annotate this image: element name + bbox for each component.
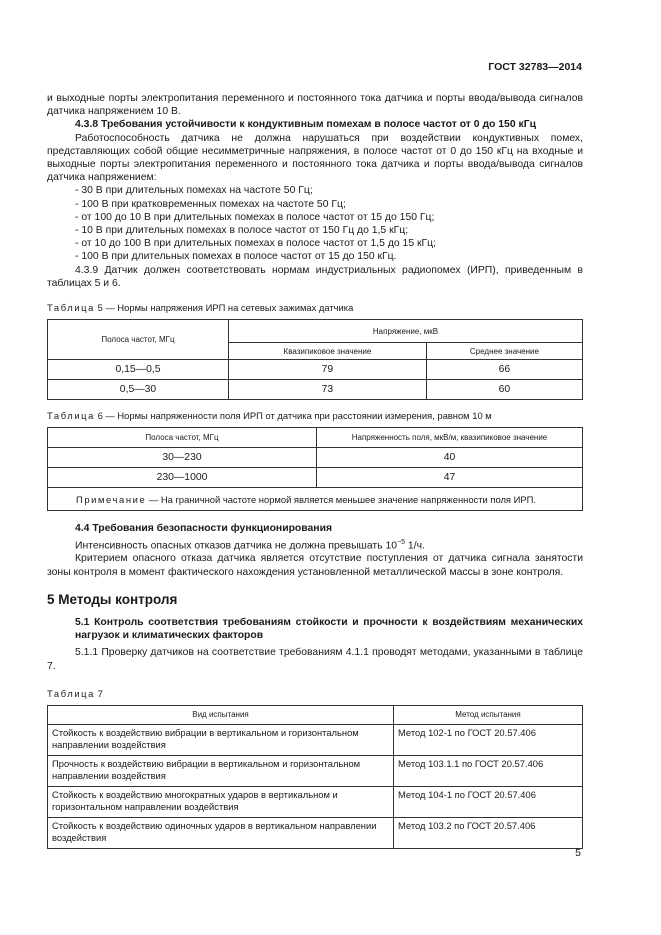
table-note-row <box>48 488 583 511</box>
table5-caption <box>47 301 583 314</box>
table-row <box>48 724 583 755</box>
table-cell: 30—230 <box>48 448 317 468</box>
table-header: Полоса частот, МГц <box>48 428 317 448</box>
table-row <box>48 755 583 786</box>
paragraph-4-3-8: Работоспособность датчика не должна нарушаться при воздействии кондуктивных помех, представляющих собой общие несимметричные напряжения, в полосе частот от 0 до 150 кГц на входные и выходные порты электропитания переменного и постоянного тока датчика и порты ввода/вывода сигналов датчика напряжением: <box>47 132 583 184</box>
table-row <box>48 448 583 468</box>
table-row <box>48 380 583 400</box>
list-item: - 100 В при кратковременных помехах на частоте 50 Гц; <box>75 198 346 210</box>
table-cell: 47 <box>317 468 583 488</box>
paragraph-4-4-b: Критерием опасного отказа датчика является отсутствие поступления от датчика сигнала занятости зоны контроля в момент фактического нахождения установленной металлической массы в зоне контроля. <box>47 553 583 578</box>
caption-word: Таблица <box>47 687 95 699</box>
text: Интенсивность опасных отказов датчика не должна превышать 10 <box>75 540 398 552</box>
voltage-list <box>47 184 583 263</box>
page-number: 5 <box>575 847 581 859</box>
table-row <box>48 786 583 817</box>
list-item: - от 100 до 10 В при длительных помехах в полосе частот от 15 до 150 Гц; <box>75 211 435 223</box>
table-cell: 66 <box>426 360 582 380</box>
table-cell: 0,15—0,5 <box>48 360 229 380</box>
document-header: ГОСТ 32783—2014 <box>488 61 582 73</box>
table-row <box>48 360 583 380</box>
section-heading-4-3-8: 4.3.8 Требования устойчивости к кондуктивным помехам в полосе частот от 0 до 150 кГц <box>75 119 536 131</box>
table-7 <box>47 705 583 849</box>
table-cell: Метод 103.1.1 по ГОСТ 20.57.406 <box>394 755 583 786</box>
table-row <box>48 468 583 488</box>
table-cell: 0,5—30 <box>48 380 229 400</box>
text: 1/ч. <box>405 540 425 552</box>
note-text: — На граничной частоте нормой является меньшее значение напряженности поля ИРП. <box>146 493 536 505</box>
list-item: - 100 В при длительных помехах в полосе частот от 15 до 150 кГц. <box>75 251 397 263</box>
table-5 <box>47 319 583 400</box>
section-title-5: 5 Методы контроля <box>47 591 178 607</box>
table-header: Напряженность поля, мкВ/м, квазипиковое значение <box>317 428 583 448</box>
table-note <box>48 488 583 511</box>
table-6 <box>47 427 583 511</box>
table-cell: 40 <box>317 448 583 468</box>
list-item: - 30 В при длительных помехах на частоте 50 Гц; <box>75 185 313 197</box>
list-item: - от 10 до 100 В при длительных помехах в полосе частот от 1,5 до 15 кГц; <box>75 238 437 250</box>
table-cell: Стойкость к воздействию многократных ударов в вертикальном и горизонтальном направлении воздействия <box>48 786 394 817</box>
caption-text: 6 — Нормы напряженности поля ИРП от датчика при расстоянии измерения, равном 10 м <box>94 410 492 422</box>
page-content <box>47 92 583 849</box>
caption-word: Таблица <box>47 410 95 422</box>
caption-text: 7 <box>94 687 103 699</box>
table-cell: Стойкость к воздействию одиночных ударов в вертикальном направлении воздействия <box>48 817 394 848</box>
paragraph-4-3-9: 4.3.9 Датчик должен соответствовать нормам индустриальных радиопомех (ИРП), приведенным в таблицах 5 и 6. <box>47 264 583 289</box>
exponent: −5 <box>397 538 406 546</box>
table-cell: 79 <box>229 360 427 380</box>
section-heading-4-4: 4.4 Требования безопасности функционирования <box>75 523 333 535</box>
table-cell: Метод 102-1 по ГОСТ 20.57.406 <box>394 724 583 755</box>
paragraph-4-4-a <box>47 536 583 553</box>
table-header: Напряжение, мкВ <box>229 320 583 343</box>
table-header: Вид испытания <box>48 705 394 724</box>
table-header: Квазипиковое значение <box>229 343 427 360</box>
table-cell: Метод 104-1 по ГОСТ 20.57.406 <box>394 786 583 817</box>
list-item: - 10 В при длительных помехах в полосе частот от 150 Гц до 1,5 кГц; <box>75 225 409 237</box>
table7-caption <box>47 687 583 700</box>
note-word: Примечание <box>76 493 147 505</box>
section-heading-5-1: 5.1 Контроль соответствия требованиям стойкости и прочности к воздействиям механических нагрузок и климатических факторов <box>75 616 583 642</box>
table-cell: 230—1000 <box>48 468 317 488</box>
caption-text: 5 — Нормы напряжения ИРП на сетевых зажимах датчика <box>94 302 354 314</box>
caption-word: Таблица <box>47 302 95 314</box>
table-header: Полоса частот, МГц <box>48 320 229 360</box>
table-cell: 73 <box>229 380 427 400</box>
table-row <box>48 817 583 848</box>
table-cell: Метод 103.2 по ГОСТ 20.57.406 <box>394 817 583 848</box>
table-header: Метод испытания <box>394 705 583 724</box>
paragraph-continuation: и выходные порты электропитания переменного и постоянного тока датчика и порты ввода/вывода сигналов датчика напряжением 10 В. <box>47 93 583 118</box>
table6-caption <box>47 409 583 422</box>
table-header: Среднее значение <box>426 343 582 360</box>
paragraph-5-1-1: 5.1.1 Проверку датчиков на соответствие требованиям 4.1.1 проводят методами, указанными в таблице 7. <box>47 647 583 672</box>
table-cell: Стойкость к воздействию вибрации в вертикальном и горизонтальном направлении воздействия <box>48 724 394 755</box>
table-cell: 60 <box>426 380 582 400</box>
table-cell: Прочность к воздействию вибрации в вертикальном и горизонтальном направлении воздействия <box>48 755 394 786</box>
